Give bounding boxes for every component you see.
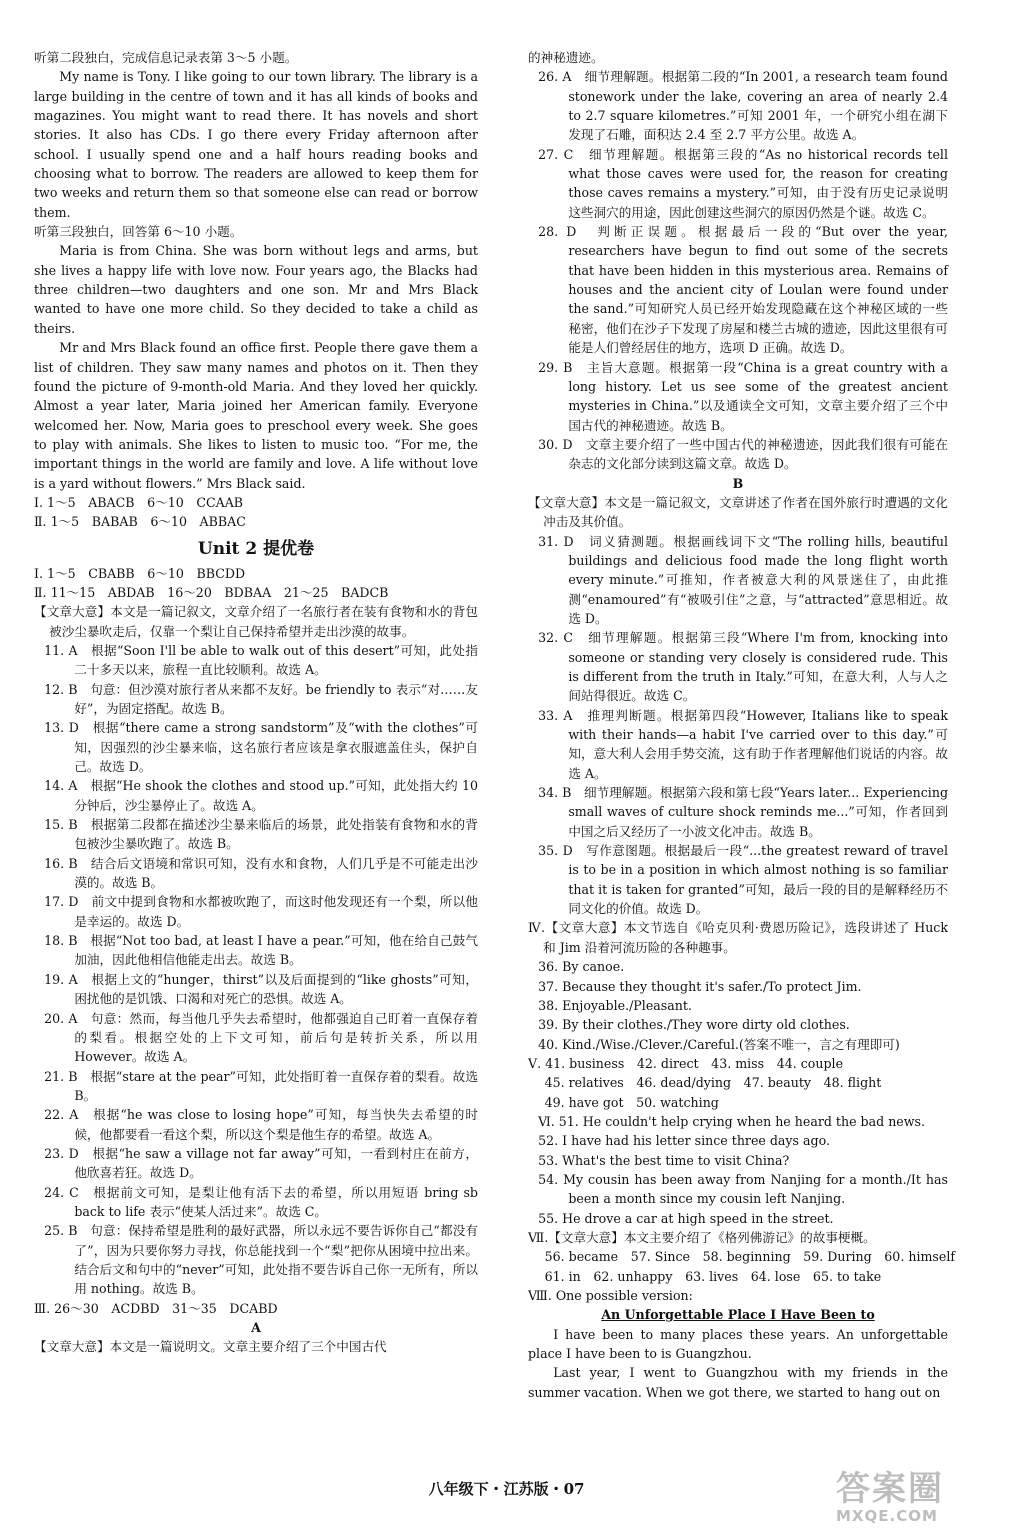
right-line: Ⅷ. One possible version:: [528, 1288, 693, 1303]
right-line: 【文章大意】本文是一篇记叙文，文章讲述了作者在国外旅行时遭遇的文化冲击及其价值。: [528, 494, 948, 530]
left-line: Ⅱ. 1～5 BABAB 6～10 ABBAC: [34, 514, 246, 530]
right-line: 61. in 62. unhappy 63. lives 64. lose 65. to take: [528, 1268, 882, 1284]
right-line: 54. My cousin has been away from Nanjing for a month./It has been a month since my cousin left Nanjing.: [538, 1171, 948, 1207]
right-line: 的神秘遗迹。: [528, 50, 604, 65]
left-line: 13. D 根据“there came a strong sandstorm”及“with the clothes”可知，因强烈的沙尘暴来临，这名旅行者应该是拿衣服遮盖住头，保护自己。故选 D。: [44, 720, 478, 775]
left-line: 听第三段独白，回答第 6～10 小题。: [34, 224, 243, 240]
page-footer: 八年级下・江苏版・07: [428, 1480, 585, 1498]
left-line: 22. A 根据“he was close to losing hope”可知，每当快失去希望的时候，他都要看一看这个梨，所以这个梨是他生存的希望。故选 A。: [44, 1107, 478, 1142]
watermark-logo: [836, 1470, 996, 1530]
watermark-url: MXQE.COM: [836, 1507, 938, 1525]
left-line: 18. B 根据“Not too bad, at least I have a pear.”可知，他在给自己鼓气加油，因此他相信他能走出去。故选 B。: [44, 933, 478, 968]
left-line: Ⅰ. 1～5 CBABB 6～10 BBCDD: [34, 565, 246, 581]
right-line: 27. C 细节理解题。根据第三段的“As no historical records tell what those caves were used for, the reason for creating those caves remains a mystery.”可知，由于没有历史记录说明这些洞穴的用途，因此创建这些洞穴的原因仍然是个谜。故选 C。: [538, 146, 948, 220]
right-line: Ⅵ. 51. He couldn't help crying when he heard the bad news.: [538, 1113, 925, 1129]
right-line: 26. A 细节理解题。根据第二段的“In 2001, a research team found stonework under the lake, covering an area of nearly 2.4 to 2.7 square kilometres.”可知 2001 年，一个研究小组在湖下发现了石雕，面积达 2.4 至 2.7 平方公里。故选 A。: [538, 69, 948, 143]
left-line: 16. B 结合后文语境和常识可知，没有水和食物，人们几乎是不可能走出沙漠的。故选 B。: [44, 855, 478, 891]
right-line: Last year, I went to Guangzhou with my friends in the summer vacation. When we got there, we started to hang out on: [528, 1365, 948, 1400]
right-line: 34. B 细节理解题。根据第六段和第七段“Years later... Experiencing small waves of culture shock reminds me...”可知，作者回到中国之后又经历了一小波文化冲击。故选 B。: [538, 785, 948, 839]
watermark-title: 答案圈: [836, 1469, 944, 1509]
right-line: B: [732, 475, 744, 491]
left-line: 24. C 根据前文可知，是梨让他有活下去的希望，所以用短语 bring sb back to life 表示“使某人活过来”。故选 C。: [44, 1184, 478, 1219]
right-line: 37. Because they thought it's safer./To protect Jim.: [538, 978, 862, 994]
right-line: 33. A 推理判断题。根据第四段“However, Italians like to speak with their hands—a habit I've carried over to this day.”可知，意大利人会用手势交流，这有助于作者理解他们说话的内容。故选 A。: [538, 707, 948, 781]
left-line: Maria is from China. She was born without legs and arms, but she lives a happy life with love now. Four years ago, the Blacks had three children—two daughters and one son. Mr and Mrs Black wanted to have one more child. So they decided to take a child as theirs.: [34, 243, 478, 336]
right-line: 45. relatives 46. dead/dying 47. beauty 48. flight: [528, 1075, 882, 1091]
right-column: [528, 48, 956, 1402]
right-line: 52. I have had his letter since three days ago.: [538, 1133, 830, 1149]
right-line: 56. became 57. Since 58. beginning 59. During 60. himself: [528, 1249, 956, 1265]
left-column: [34, 48, 478, 1357]
right-line: 30. D 文章主要介绍了一些中国古代的神秘遗迹，因此我们很有可能在杂志的文化部分读到这篇文章。故选 D。: [538, 436, 948, 472]
left-line: 17. D 前文中提到食物和水都被吹跑了，而这时他发现还有一个梨，所以他是幸运的。故选 D。: [44, 894, 478, 929]
right-line: Ⅳ.【文章大意】本文节选自《哈克贝利·费恩历险记》，选段讲述了 Huck 和 Jim 沿着河流历险的各种趣事。: [528, 920, 948, 955]
left-line: 25. B 句意：保持希望是胜利的最好武器，所以永远不要告诉你自己“都没有了”，因为只要你努力寻找，你总能找到一个“梨”把你从困境中拉出来。结合后文和句中的“never”可知，此处指不要告诉自己你一无所有，所以用 nothing。故选 B。: [44, 1223, 478, 1297]
left-line: 11. A 根据“Soon I'll be able to walk out of this desert”可知，此处指二十多天以来，旅程一直比较顺利。故选 A。: [44, 642, 478, 678]
right-line: 49. have got 50. watching: [528, 1094, 719, 1110]
left-line: 【文章大意】本文是一篇说明文。文章主要介绍了三个中国古代: [34, 1339, 387, 1355]
left-line: Ⅰ. 1～5 ABACB 6～10 CCAAB: [34, 494, 244, 510]
left-line: A: [251, 1320, 261, 1335]
left-line: 21. B 根据“stare at the pear”可知，此处指盯着一直保存着的梨看。故选 B。: [44, 1068, 478, 1103]
left-line: Mr and Mrs Black found an office first. People there gave them a list of children. They saw many names and photos on it. Then they found the picture of 9-month-old Maria. And they loved her quickly. Almost a year later, Maria joined her American family. Everyone welcomed her. Now, Maria goes to preschool every week. She goes to play with animals. She likes to listen to music too. “For me, the important things in the world are family and love. A life without love is a yard without flowers.” Mrs Black said.: [34, 340, 478, 491]
right-line: Ⅶ.【文章大意】本文主要介绍了《格列佛游记》的故事梗概。: [528, 1229, 876, 1245]
right-line: 36. By canoe.: [538, 959, 625, 975]
left-line: 听第二段独白，完成信息记录表第 3～5 小题。: [34, 50, 298, 65]
left-line: Ⅱ. 11～15 ABDAB 16～20 BDBAA 21～25 BADCB: [34, 584, 389, 600]
left-line: 15. B 根据第二段都在描述沙尘暴来临后的场景，此处指装有食物和水的背包被沙尘暴吹跑了。故选 B。: [44, 817, 478, 852]
right-line: I have been to many places these years. An unforgettable place I have been to is Guangzhou.: [528, 1326, 948, 1362]
left-line: 14. A 根据“He shook the clothes and stood up.”可知，此处指大约 10 分钟后，沙尘暴停止了。故选 A。: [44, 778, 478, 813]
left-line: Ⅲ. 26～30 ACDBD 31～35 DCABD: [34, 1300, 278, 1316]
right-line: 53. What's the best time to visit China?: [538, 1152, 790, 1168]
left-line: My name is Tony. I like going to our town library. The library is a large building in the centre of town and it has all kinds of books and magazines. You might want to read there. It has novels and short stories. It also has CDs. I go there every Friday afternoon after school. I usually spend one and a half hours reading books and choosing what to borrow. The readers are allowed to keep them for two weeks and return them so that someone else can read or borrow them.: [34, 69, 478, 220]
left-line: Unit 2 提优卷: [197, 538, 315, 559]
right-line: An Unforgettable Place I Have Been to: [601, 1307, 875, 1323]
right-line: 40. Kind./Wise./Clever./Careful.(答案不唯一，言之有理即可): [538, 1036, 900, 1052]
left-line: 23. D 根据“he saw a village not far away”可知，一看到村庄在前方，他欣喜若狂。故选 D。: [44, 1145, 478, 1181]
left-line: 19. A 根据上文的“hunger，thirst”以及后面提到的“like ghosts”可知，困扰他的是饥饿、口渴和对死亡的恐惧。故选 A。: [44, 971, 478, 1007]
left-line: 12. B 句意：但沙漠对旅行者从来都不友好。be friendly to 表示“对……友好”，为固定搭配。故选 B。: [44, 681, 478, 716]
right-line: 31. D 词义猜测题。根据画线词下文“The rolling hills, beautiful buildings and delicious food made the long flight worth every minute.”可推知，作者被意大利的风景迷住了，由此推测“enamoured”有“被吸引住”之意，与“attracted”意思相近。故选 D。: [538, 533, 948, 626]
right-line: 38. Enjoyable./Pleasant.: [538, 997, 692, 1013]
right-line: 29. B 主旨大意题。根据第一段“China is a great country with a long history. Let us see some of the greatest ancient mysteries in China.”以及通读全文可知，文章主要介绍了三个中国古代的神秘遗迹。故选 B。: [538, 359, 948, 433]
right-line: 28. D 判断正误题。根据最后一段的“But over the year, researchers have begun to find out some of the secrets that have been hidden in this mysterious area. Remains of houses and the ancient city of Loulan were found under the sand.”可知研究人员已经开始发现隐藏在这个神秘区域的一些秘密，他们在沙子下发现了房屋和楼兰古城的遗迹，因此这里很有可能是人们曾经居住的地方，选项 D 正确。故选 D。: [538, 224, 948, 356]
right-line: 35. D 写作意图题。根据最后一段“...the greatest reward of travel is to be in a position in which almost nothing is so familiar that it is taken for granted”可知，最后一段的目的是解释经历不同文化的价值。故选 D。: [538, 843, 948, 917]
right-line: Ⅴ. 41. business 42. direct 43. miss 44. couple: [528, 1055, 844, 1071]
left-line: 【文章大意】本文是一篇记叙文，文章介绍了一名旅行者在装有食物和水的背包被沙尘暴吹走后，仅靠一个梨让自己保持希望并走出沙漠的故事。: [34, 604, 478, 639]
right-line: 32. C 细节理解题。根据第三段“Where I'm from, knocking into someone or standing very closely is considered rude. This is different from the truth in Italy.”可知，在意大利，人与人之间站得很近。故选 C。: [538, 630, 948, 704]
left-line: 20. A 句意：然而，每当他几乎失去希望时，他都强迫自己盯着一直保存着的梨看。根据空处的上下文可知，前后句是转折关系，所以用 However。故选 A。: [44, 1010, 478, 1065]
right-line: 55. He drove a car at high speed in the street.: [538, 1210, 834, 1226]
right-line: 39. By their clothes./They wore dirty old clothes.: [538, 1017, 850, 1033]
